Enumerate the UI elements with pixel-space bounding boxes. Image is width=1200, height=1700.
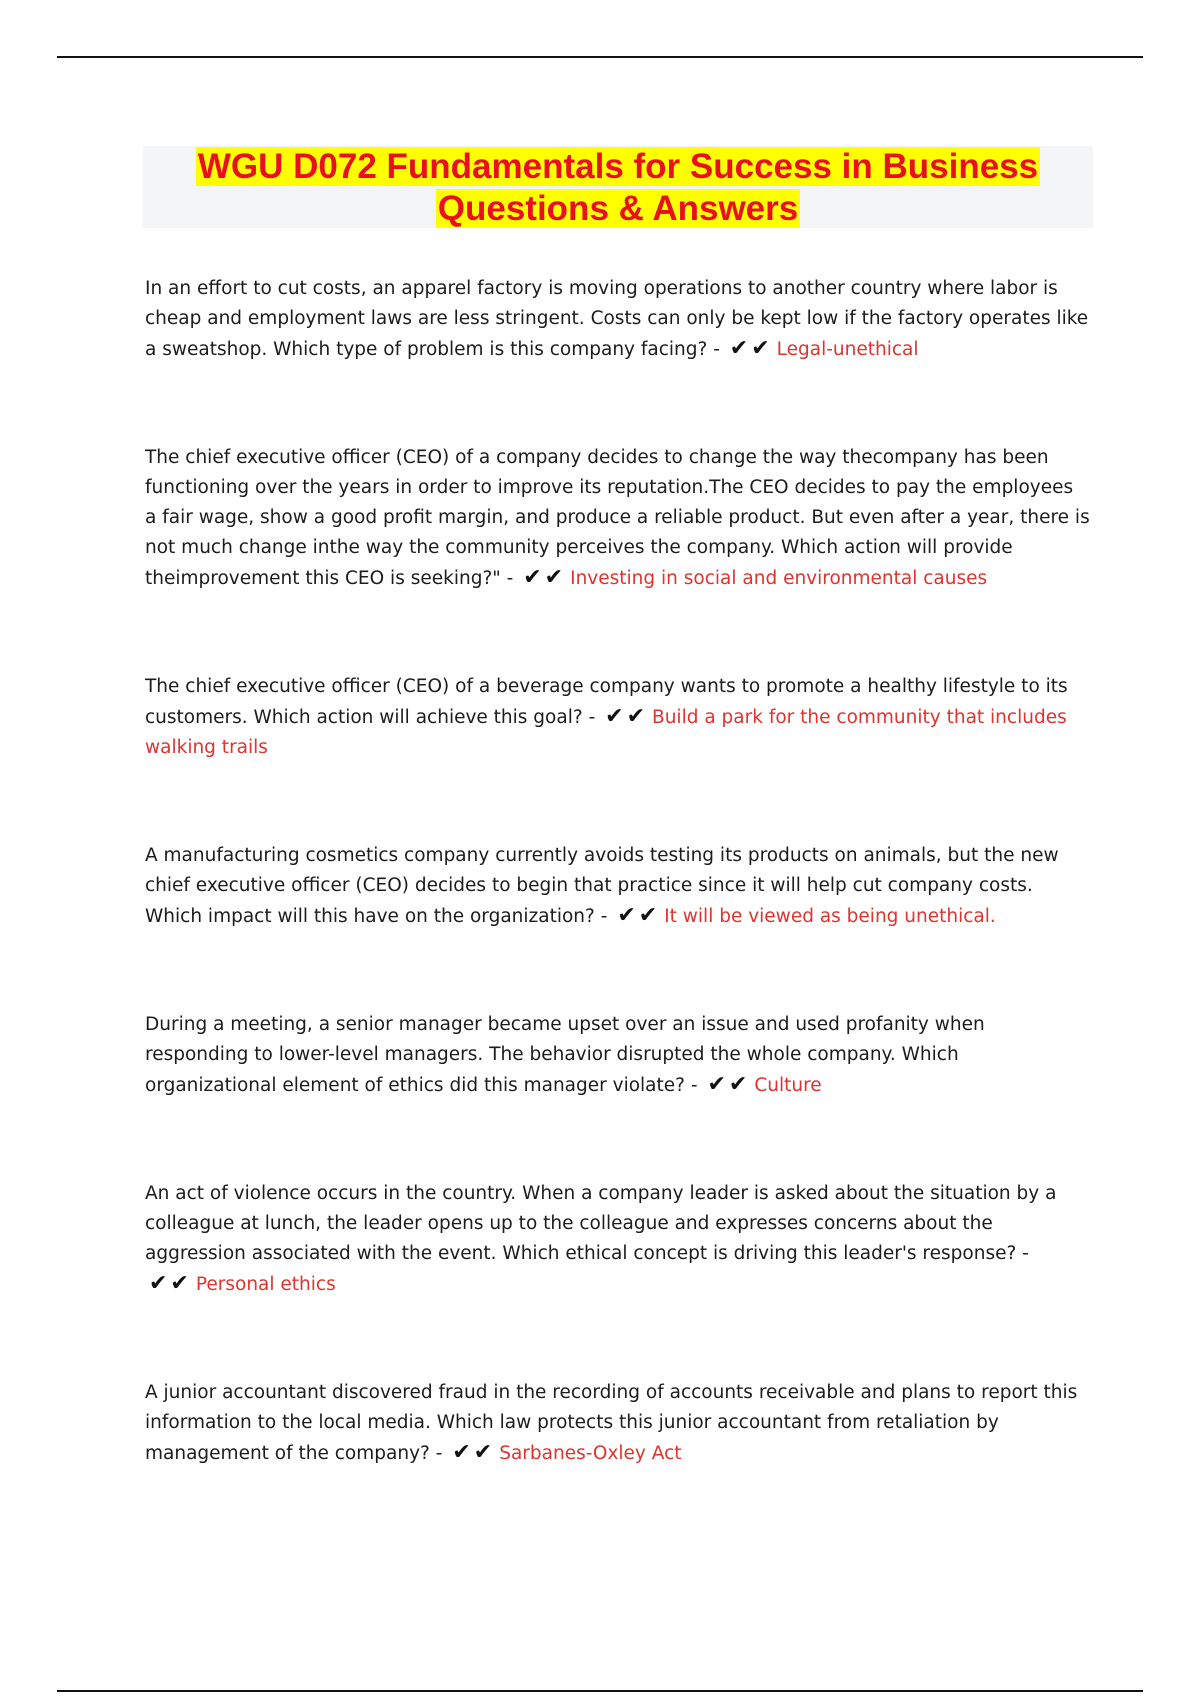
qa-item bbox=[145, 1010, 1090, 1101]
title-line-2 bbox=[143, 188, 1093, 230]
question-text: In an effort to cut costs, an apparel factory is moving operations to another country where labor is cheap and employment laws are less stringent. Costs can only be kept low if the factory operates like a sweatshop. Which type of problem is this company facing? bbox=[145, 278, 1089, 360]
qa-item bbox=[145, 841, 1090, 932]
answer-text: Build a park for the community that includes walking trails bbox=[145, 707, 1067, 758]
bottom-rule bbox=[57, 1690, 1143, 1692]
answer-text: Sarbanes-Oxley Act bbox=[499, 1443, 682, 1464]
answer-text: Personal ethics bbox=[195, 1274, 336, 1295]
answer-text: Culture bbox=[754, 1075, 822, 1096]
qa-item bbox=[145, 672, 1090, 763]
qa-item bbox=[145, 1378, 1090, 1469]
title-block bbox=[143, 146, 1093, 228]
double-check-icon: ✔✔ bbox=[523, 565, 567, 590]
title-text-1: WGU D072 Fundamentals for Success in Business bbox=[197, 147, 1039, 186]
double-check-icon: ✔✔ bbox=[149, 1271, 192, 1296]
title-text-2: Questions & Answers bbox=[437, 189, 799, 228]
question-text: An act of violence occurs in the country. When a company leader is asked about the situation by a colleague at lunch, the leader opens up to the colleague and expresses concerns about the aggression associated with the event. Which ethical concept is driving this leader's response? bbox=[145, 1183, 1057, 1264]
double-check-icon: ✔✔ bbox=[452, 1440, 496, 1465]
separator: - bbox=[690, 1075, 698, 1096]
qa-item bbox=[145, 1179, 1090, 1300]
question-text: The chief executive officer (CEO) of a beverage company wants to promote a healthy lifestyle to its customers. Which action will achieve this goal? bbox=[145, 676, 1068, 728]
answer-text: Legal-unethical bbox=[776, 339, 919, 360]
separator: - bbox=[600, 906, 608, 927]
double-check-icon: ✔✔ bbox=[605, 704, 649, 729]
top-rule bbox=[57, 56, 1143, 58]
qa-list bbox=[145, 274, 1090, 1469]
double-check-icon: ✔✔ bbox=[707, 1072, 751, 1097]
answer-text: Investing in social and environmental causes bbox=[570, 568, 988, 589]
question-text: A manufacturing cosmetics company currently avoids testing its products on animals, but the new chief executive officer (CEO) decides to begin that practice since it will help cut company costs. Which impact will this have on the organization? bbox=[145, 845, 1059, 927]
double-check-icon: ✔✔ bbox=[617, 903, 661, 928]
separator: - bbox=[1022, 1243, 1029, 1264]
question-text: The chief executive officer (CEO) of a company decides to change the way thecompany has been functioning over the years in order to improve its reputation.The CEO decides to pay the employees a fair wage, show a good profit margin, and produce a reliable product. But even after a year, there is not much change inthe way the community perceives the company. Which action will provide theimprovement this CEO is seeking?" bbox=[145, 447, 1090, 589]
qa-item bbox=[145, 274, 1090, 365]
separator: - bbox=[713, 339, 720, 360]
answer-text: It will be viewed as being unethical. bbox=[664, 906, 996, 927]
separator: - bbox=[588, 707, 596, 728]
qa-item bbox=[145, 443, 1090, 594]
separator: - bbox=[506, 568, 514, 589]
double-check-icon: ✔✔ bbox=[729, 336, 773, 361]
question-text: A junior accountant discovered fraud in the recording of accounts receivable and plans to report this information to the local media. Which law protects this junior accountant from retaliation by management of the company? bbox=[145, 1382, 1078, 1464]
title-line-1 bbox=[143, 146, 1093, 188]
question-text: During a meeting, a senior manager became upset over an issue and used profanity when responding to lower-level managers. The behavior disrupted the whole company. Which organizational element of ethics did this manager violate? bbox=[145, 1014, 985, 1096]
separator: - bbox=[435, 1443, 443, 1464]
